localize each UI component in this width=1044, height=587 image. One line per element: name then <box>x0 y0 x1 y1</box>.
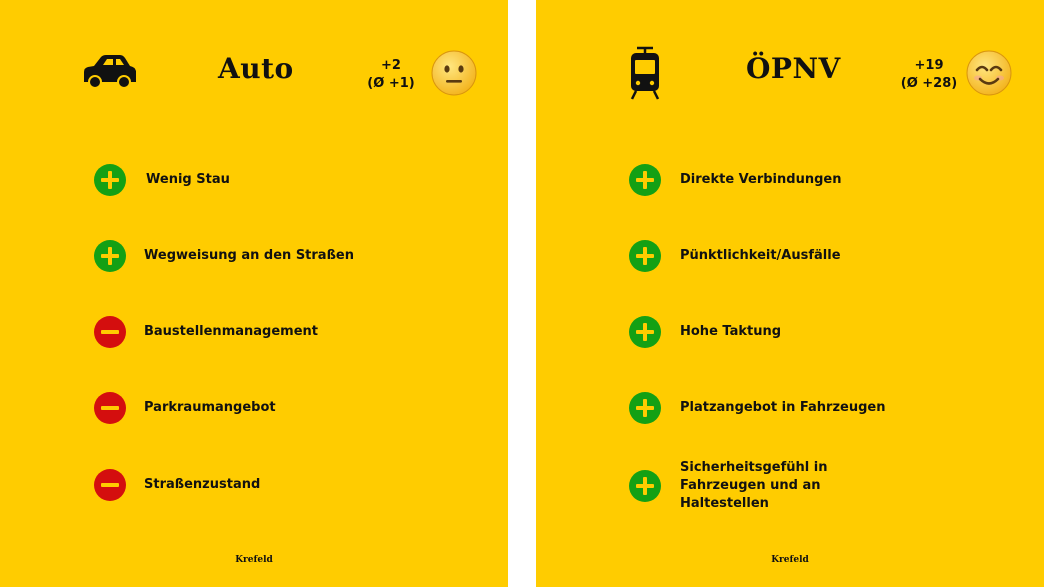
neutral-face-icon <box>431 50 477 96</box>
item-label: Hohe Taktung <box>680 324 782 339</box>
panel-title: ÖPNV <box>746 52 841 85</box>
item-label: Straßenzustand <box>144 477 261 492</box>
plus-icon <box>629 316 661 348</box>
list-item <box>629 315 781 349</box>
item-label: Platzangebot in Fahrzeugen <box>680 400 886 415</box>
car-icon <box>80 52 138 88</box>
footer-logo: Krefeld <box>771 555 809 565</box>
list-item <box>629 391 885 425</box>
item-label: Wegweisung an den Straßen <box>144 248 354 263</box>
plus-icon <box>629 470 661 502</box>
list-item <box>629 460 910 511</box>
panel-auto <box>0 0 508 587</box>
item-label: Direkte Verbindungen <box>680 172 842 187</box>
list-item <box>94 163 230 197</box>
item-label: Wenig Stau <box>146 172 230 187</box>
tram-icon <box>628 46 662 100</box>
plus-icon <box>629 392 661 424</box>
plus-icon <box>94 240 126 272</box>
list-item <box>94 468 260 502</box>
plus-icon <box>629 240 661 272</box>
item-label: Parkraumangebot <box>144 400 276 415</box>
minus-icon <box>94 316 126 348</box>
minus-icon <box>94 392 126 424</box>
smiling-face-icon <box>966 50 1012 96</box>
score-average: (Ø +28) <box>900 76 958 91</box>
list-item <box>94 391 276 425</box>
plus-icon <box>629 164 661 196</box>
score-value: +2 <box>381 58 401 73</box>
panel-title: Auto <box>218 52 294 85</box>
item-label: Pünktlichkeit/Ausfälle <box>680 248 841 263</box>
score-block <box>900 57 958 93</box>
list-item <box>94 239 354 273</box>
score-average: (Ø +1) <box>367 76 415 91</box>
minus-icon <box>94 469 126 501</box>
list-item <box>629 239 841 273</box>
footer-logo: Krefeld <box>235 555 273 565</box>
score-value: +19 <box>914 58 944 73</box>
panel-oepnv <box>536 0 1044 587</box>
score-block <box>366 57 416 93</box>
item-label: Baustellenmanagement <box>144 324 318 339</box>
list-item <box>629 163 841 197</box>
list-item <box>94 315 318 349</box>
plus-icon <box>94 164 126 196</box>
item-label: Sicherheitsgefühl in Fahrzeugen und an Haltestellen <box>680 460 828 511</box>
